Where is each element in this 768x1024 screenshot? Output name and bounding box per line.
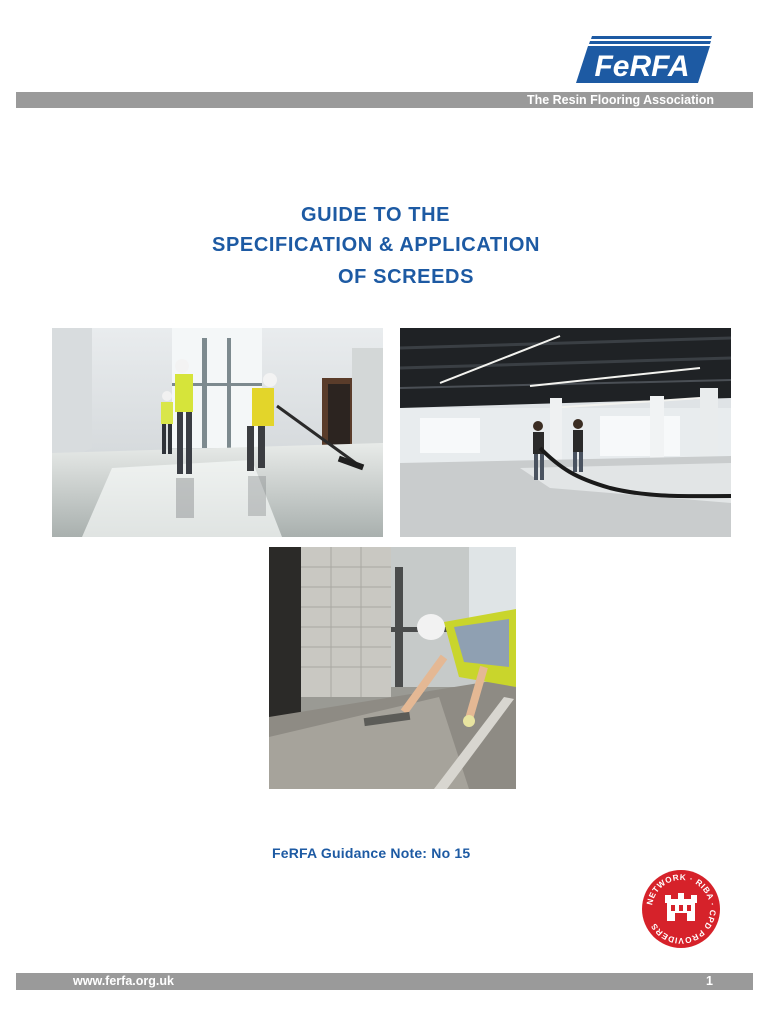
seal-text: NETWORK · RIBA · CPD PROVIDERS xyxy=(644,871,719,947)
riba-cpd-seal xyxy=(641,869,721,949)
title-line-3: OF SCREEDS xyxy=(338,266,475,288)
footer-bar xyxy=(16,973,753,990)
tagline: The Resin Flooring Association xyxy=(526,93,714,107)
ferfa-logo xyxy=(574,33,714,85)
website-link[interactable]: www.ferfa.org.uk xyxy=(73,974,174,988)
title-line-1: GUIDE TO THE xyxy=(301,204,451,226)
logo-text: FeRFA xyxy=(594,50,690,83)
photo-screed-pumping xyxy=(400,328,731,537)
page-number: 1 xyxy=(706,974,713,988)
guidance-note-label: FeRFA Guidance Note: No 15 xyxy=(272,845,471,861)
header-bar xyxy=(16,92,753,108)
photo-screed-spreading xyxy=(52,328,383,537)
title-line-2: SPECIFICATION & APPLICATION xyxy=(212,234,541,256)
photo-screed-trowelling xyxy=(269,547,516,789)
